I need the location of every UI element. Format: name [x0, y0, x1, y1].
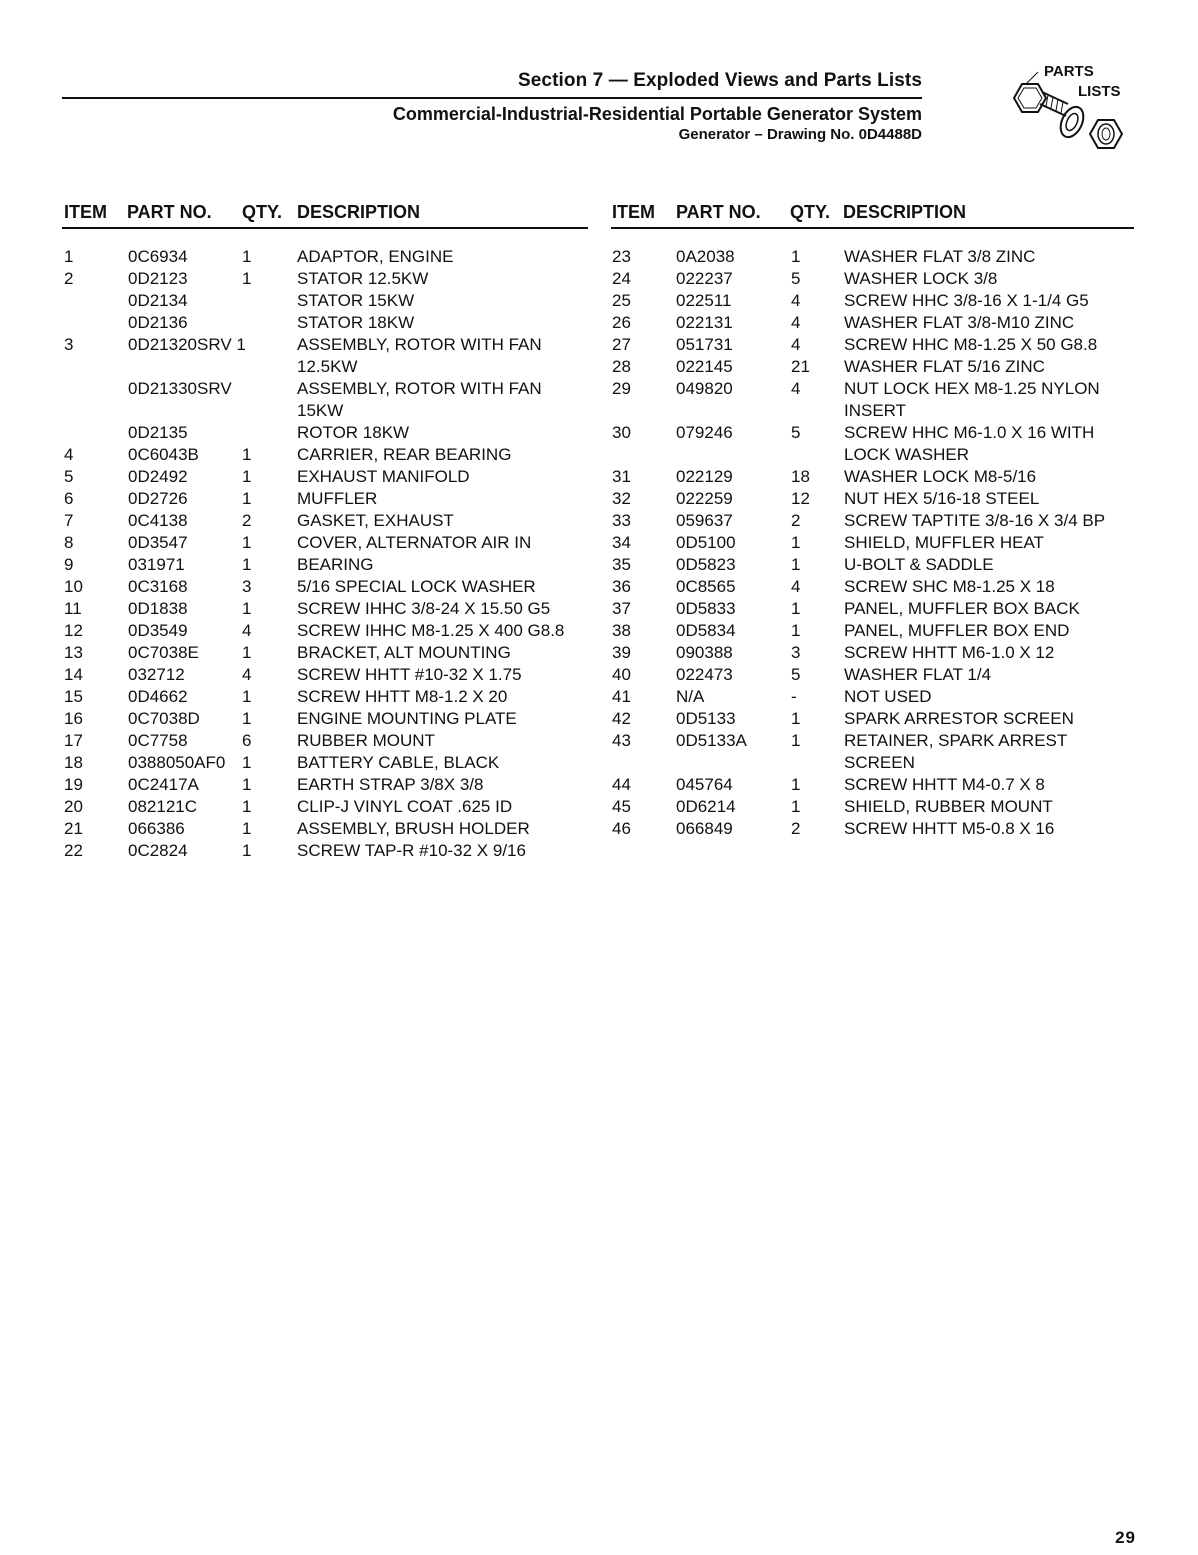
item-number: 36: [612, 577, 631, 596]
table-row: [612, 686, 1142, 708]
quantity: 1: [791, 731, 801, 750]
item-number: 31: [612, 467, 631, 486]
quantity: 4: [242, 665, 252, 684]
description: SCREW HHC 3/8-16 X 1-1/4 G5: [844, 291, 1089, 310]
item-number: 40: [612, 665, 631, 684]
description: STATOR 12.5KW: [297, 269, 429, 288]
item-number: 28: [612, 357, 631, 376]
part-number: 0D21330SRV: [128, 379, 232, 398]
part-number: 0D5823: [676, 555, 736, 574]
description: CLIP-J VINYL COAT .625 ID: [297, 797, 513, 816]
part-number: 0D5834: [676, 621, 736, 640]
quantity: 2: [791, 511, 801, 530]
part-number: 049820: [676, 379, 733, 398]
description: WASHER LOCK 3/8: [844, 269, 998, 288]
description: GASKET, EXHAUST: [297, 511, 454, 530]
item-number: 9: [64, 555, 74, 574]
part-number: 0D2726: [128, 489, 188, 508]
table-row: [612, 422, 1142, 466]
part-number: 022131: [676, 313, 733, 332]
item-number: 29: [612, 379, 631, 398]
quantity: 1: [242, 467, 252, 486]
item-number: 16: [64, 709, 83, 728]
item-number: 27: [612, 335, 631, 354]
table-row: [612, 532, 1142, 554]
part-number: 0D2135: [128, 423, 188, 442]
quantity: 18: [791, 467, 810, 486]
quantity: 1: [242, 819, 252, 838]
nut-bolt-washer-icon: [1008, 60, 1132, 164]
document-subtitle: Commercial-Industrial-Residential Portable Generator System: [392, 104, 922, 124]
item-number: 3: [64, 335, 74, 354]
description: PANEL, MUFFLER BOX END: [844, 621, 1070, 640]
description: SCREW HHTT M8-1.2 X 20: [297, 687, 508, 706]
table-row: [64, 774, 590, 796]
table-row: [612, 466, 1142, 488]
part-number: 022129: [676, 467, 733, 486]
table-row: [64, 444, 590, 466]
quantity: 1: [242, 555, 252, 574]
table-row: [612, 664, 1142, 686]
description: SCREW HHTT M4-0.7 X 8: [844, 775, 1045, 794]
part-number: 0C2824: [128, 841, 188, 860]
description: SCREW HHC M6-1.0 X 16 WITH LOCK WASHER: [844, 423, 1095, 464]
quantity: 1: [242, 643, 252, 662]
quantity: 5: [791, 665, 801, 684]
description: SHIELD, MUFFLER HEAT: [844, 533, 1044, 552]
item-number: 43: [612, 731, 631, 750]
table-row: [64, 268, 590, 290]
table-row: [612, 620, 1142, 642]
description: SCREW HHTT #10-32 X 1.75: [297, 665, 522, 684]
item-number: 25: [612, 291, 631, 310]
part-number: 0A2038: [676, 247, 735, 266]
part-number: 0D5133A: [676, 731, 747, 750]
part-number: 0D2492: [128, 467, 188, 486]
item-number: 5: [64, 467, 74, 486]
description: SCREW IHHC M8-1.25 X 400 G8.8: [297, 621, 565, 640]
quantity: 1: [242, 841, 252, 860]
quantity: 2: [791, 819, 801, 838]
description: SCREW IHHC 3/8-24 X 15.50 G5: [297, 599, 551, 618]
table-row: [64, 620, 590, 642]
item-number: 4: [64, 445, 74, 464]
parts-lists-logo: [1008, 60, 1132, 164]
quantity: 4: [791, 335, 801, 354]
item-number: 1: [64, 247, 74, 266]
description: COVER, ALTERNATOR AIR IN: [297, 533, 532, 552]
part-number: 082121C: [128, 797, 198, 816]
part-number: 0C6043B: [128, 445, 199, 464]
column-header-left: [62, 201, 588, 229]
item-number: 13: [64, 643, 83, 662]
item-number: 21: [64, 819, 83, 838]
quantity: 5: [791, 423, 801, 442]
item-number: 42: [612, 709, 631, 728]
description: SCREW TAP-R #10-32 X 9/16: [297, 841, 526, 860]
column-qty: QTY.: [790, 202, 831, 222]
description: SCREW HHC M8-1.25 X 50 G8.8: [844, 335, 1098, 354]
table-row: [64, 290, 590, 312]
table-row: [64, 312, 590, 334]
item-number: 26: [612, 313, 631, 332]
description: ENGINE MOUNTING PLATE: [297, 709, 517, 728]
logo-text-parts: PARTS: [1044, 63, 1094, 80]
item-number: 30: [612, 423, 631, 442]
quantity: 1: [242, 489, 252, 508]
quantity: 12: [791, 489, 810, 508]
quantity: 1: [242, 599, 252, 618]
item-number: 33: [612, 511, 631, 530]
part-number: 022145: [676, 357, 733, 376]
table-row: [64, 730, 590, 752]
description: WASHER FLAT 3/8-M10 ZINC: [844, 313, 1075, 332]
quantity: 1: [791, 247, 801, 266]
part-number: 0D6214: [676, 797, 736, 816]
description: NUT LOCK HEX M8-1.25 NYLON INSERT: [844, 379, 1100, 420]
description: RETAINER, SPARK ARREST SCREEN: [844, 731, 1067, 772]
part-number: 0C6934: [128, 247, 188, 266]
table-row: [612, 642, 1142, 664]
part-number: 0D5833: [676, 599, 736, 618]
part-number: 032712: [128, 665, 185, 684]
table-row: [612, 356, 1142, 378]
description: CARRIER, REAR BEARING: [297, 445, 512, 464]
quantity: 4: [242, 621, 252, 640]
quantity: 1: [242, 533, 252, 552]
quantity: 21: [791, 357, 810, 376]
table-row: [64, 576, 590, 598]
item-number: 14: [64, 665, 83, 684]
part-number: 022511: [676, 291, 732, 310]
description: SCREW SHC M8-1.25 X 18: [844, 577, 1055, 596]
description: SPARK ARRESTOR SCREEN: [844, 709, 1074, 728]
table-row: [612, 576, 1142, 598]
description: WASHER FLAT 3/8 ZINC: [844, 247, 1036, 266]
quantity: 4: [791, 577, 801, 596]
drawing-number: Generator – Drawing No. 0D4488D: [678, 126, 922, 143]
part-number: 0D2123: [128, 269, 188, 288]
part-number: 031971: [128, 555, 185, 574]
part-number: 0C4138: [128, 511, 188, 530]
description: RUBBER MOUNT: [297, 731, 435, 750]
item-number: 15: [64, 687, 83, 706]
table-row: [612, 554, 1142, 576]
part-number: 079246: [676, 423, 733, 442]
description: BATTERY CABLE, BLACK: [297, 753, 500, 772]
table-row: [612, 730, 1142, 774]
part-number: 051731: [676, 335, 733, 354]
column-header-right: [611, 201, 1134, 229]
description: BRACKET, ALT MOUNTING: [297, 643, 511, 662]
part-number: 066849: [676, 819, 733, 838]
part-number: 022473: [676, 665, 733, 684]
description: EXHAUST MANIFOLD: [297, 467, 470, 486]
table-row: [64, 686, 590, 708]
description: WASHER FLAT 5/16 ZINC: [844, 357, 1045, 376]
table-row: [64, 642, 590, 664]
quantity: 1: [242, 687, 252, 706]
table-row: [64, 532, 590, 554]
item-number: 7: [64, 511, 74, 530]
table-row: [612, 488, 1142, 510]
description: EARTH STRAP 3/8X 3/8: [297, 775, 484, 794]
column-description: DESCRIPTION: [843, 202, 967, 222]
table-row: [612, 708, 1142, 730]
quantity: 1: [242, 797, 252, 816]
item-number: 17: [64, 731, 83, 750]
quantity: 2: [242, 511, 252, 530]
header-rule: [62, 97, 922, 99]
description: WASHER LOCK M8-5/16: [844, 467, 1037, 486]
item-number: 2: [64, 269, 74, 288]
table-row: [64, 796, 590, 818]
item-number: 41: [612, 687, 631, 706]
part-number: 0C7758: [128, 731, 188, 750]
table-row: [64, 334, 590, 378]
description: NUT HEX 5/16-18 STEEL: [844, 489, 1040, 508]
part-number: 022237: [676, 269, 733, 288]
quantity: 6: [242, 731, 252, 750]
description: STATOR 15KW: [297, 291, 415, 310]
column-part-no: PART NO.: [127, 202, 212, 222]
quantity: 4: [791, 313, 801, 332]
description: ASSEMBLY, ROTOR WITH FAN 12.5KW: [297, 335, 542, 376]
quantity: 1: [242, 247, 252, 266]
item-number: 46: [612, 819, 631, 838]
part-number: 045764: [676, 775, 733, 794]
logo-text-lists: LISTS: [1078, 83, 1121, 100]
column-qty: QTY.: [242, 202, 283, 222]
item-number: 23: [612, 247, 631, 266]
description: ADAPTOR, ENGINE: [297, 247, 454, 266]
quantity: 3: [791, 643, 801, 662]
quantity: 1: [791, 599, 801, 618]
item-number: 18: [64, 753, 83, 772]
part-number: 0C7038E: [128, 643, 199, 662]
quantity: 3: [242, 577, 252, 596]
item-number: 34: [612, 533, 631, 552]
part-number: 0C3168: [128, 577, 188, 596]
column-item: ITEM: [612, 202, 655, 222]
item-number: 22: [64, 841, 83, 860]
item-number: 38: [612, 621, 631, 640]
part-number: 066386: [128, 819, 185, 838]
quantity: 1: [242, 709, 252, 728]
table-row: [612, 290, 1142, 312]
table-row: [612, 246, 1142, 268]
item-number: 45: [612, 797, 631, 816]
table-row: [64, 708, 590, 730]
description: PANEL, MUFFLER BOX BACK: [844, 599, 1080, 618]
description: ASSEMBLY, BRUSH HOLDER: [297, 819, 530, 838]
part-number: 0C8565: [676, 577, 736, 596]
item-number: 44: [612, 775, 631, 794]
parts-list-right: [612, 246, 1142, 840]
item-number: 8: [64, 533, 74, 552]
description: SCREW HHTT M6-1.0 X 12: [844, 643, 1055, 662]
table-row: [64, 466, 590, 488]
part-number: 0D2134: [128, 291, 188, 310]
column-part-no: PART NO.: [676, 202, 761, 222]
part-number: 0C7038D: [128, 709, 200, 728]
item-number: 39: [612, 643, 631, 662]
part-number: 0D4662: [128, 687, 188, 706]
quantity: 1: [791, 555, 801, 574]
description: MUFFLER: [297, 489, 378, 508]
item-number: 11: [64, 599, 82, 618]
table-row: [64, 554, 590, 576]
part-number: 0388050AF0: [128, 753, 226, 772]
part-number: 0D5100: [676, 533, 736, 552]
quantity: 1: [791, 533, 801, 552]
table-row: [64, 598, 590, 620]
quantity: 1: [791, 797, 801, 816]
quantity: -: [791, 687, 797, 706]
quantity: 4: [791, 291, 801, 310]
table-row: [64, 488, 590, 510]
description: WASHER FLAT 1/4: [844, 665, 992, 684]
table-row: [612, 268, 1142, 290]
table-row: [612, 796, 1142, 818]
description: U-BOLT & SADDLE: [844, 555, 994, 574]
quantity: 1: [791, 621, 801, 640]
description: STATOR 18KW: [297, 313, 415, 332]
quantity: 1: [242, 775, 252, 794]
description: ASSEMBLY, ROTOR WITH FAN 15KW: [297, 379, 542, 420]
part-number: 059637: [676, 511, 733, 530]
section-title: Section 7 — Exploded Views and Parts Lists: [517, 70, 922, 91]
description: SHIELD, RUBBER MOUNT: [844, 797, 1053, 816]
quantity: 5: [791, 269, 801, 288]
quantity: 1: [791, 775, 801, 794]
table-row: [612, 598, 1142, 620]
table-row: [64, 752, 590, 774]
table-row: [612, 334, 1142, 356]
item-number: 32: [612, 489, 631, 508]
part-number: 0D5133: [676, 709, 736, 728]
item-number: 12: [64, 621, 83, 640]
part-number: 090388: [676, 643, 733, 662]
part-number: 0D3547: [128, 533, 188, 552]
item-number: 6: [64, 489, 74, 508]
table-row: [612, 818, 1142, 840]
item-number: 10: [64, 577, 83, 596]
quantity: 1: [242, 269, 252, 288]
part-number: 0D3549: [128, 621, 188, 640]
table-row: [64, 246, 590, 268]
quantity: 1: [791, 709, 801, 728]
column-item: ITEM: [64, 202, 107, 222]
quantity: 4: [791, 379, 801, 398]
table-row: [612, 774, 1142, 796]
part-number: 022259: [676, 489, 733, 508]
page-number: 29: [1115, 1528, 1136, 1547]
item-number: 24: [612, 269, 631, 288]
table-row: [64, 664, 590, 686]
table-row: [612, 312, 1142, 334]
quantity: 1: [242, 445, 252, 464]
table-row: [64, 378, 590, 422]
description: NOT USED: [844, 687, 932, 706]
description: ROTOR 18KW: [297, 423, 410, 442]
description: 5/16 SPECIAL LOCK WASHER: [297, 577, 536, 596]
part-number: 0D2136: [128, 313, 188, 332]
quantity: 1: [242, 753, 252, 772]
part-number: 0C2417A: [128, 775, 199, 794]
item-number: 19: [64, 775, 83, 794]
description: SCREW HHTT M5-0.8 X 16: [844, 819, 1055, 838]
description: SCREW TAPTITE 3/8-16 X 3/4 BP: [844, 511, 1106, 530]
item-number: 37: [612, 599, 631, 618]
parts-list-left: [64, 246, 590, 862]
table-row: [64, 818, 590, 840]
item-number: 35: [612, 555, 631, 574]
table-row: [612, 510, 1142, 532]
table-row: [64, 422, 590, 444]
table-row: [64, 510, 590, 532]
column-description: DESCRIPTION: [297, 202, 421, 222]
item-number: 20: [64, 797, 83, 816]
part-number: 0D1838: [128, 599, 188, 618]
table-row: [612, 378, 1142, 422]
part-number: N/A: [676, 687, 705, 706]
part-number: 0D21320SRV 1: [128, 335, 246, 354]
table-row: [64, 840, 590, 862]
description: BEARING: [297, 555, 374, 574]
